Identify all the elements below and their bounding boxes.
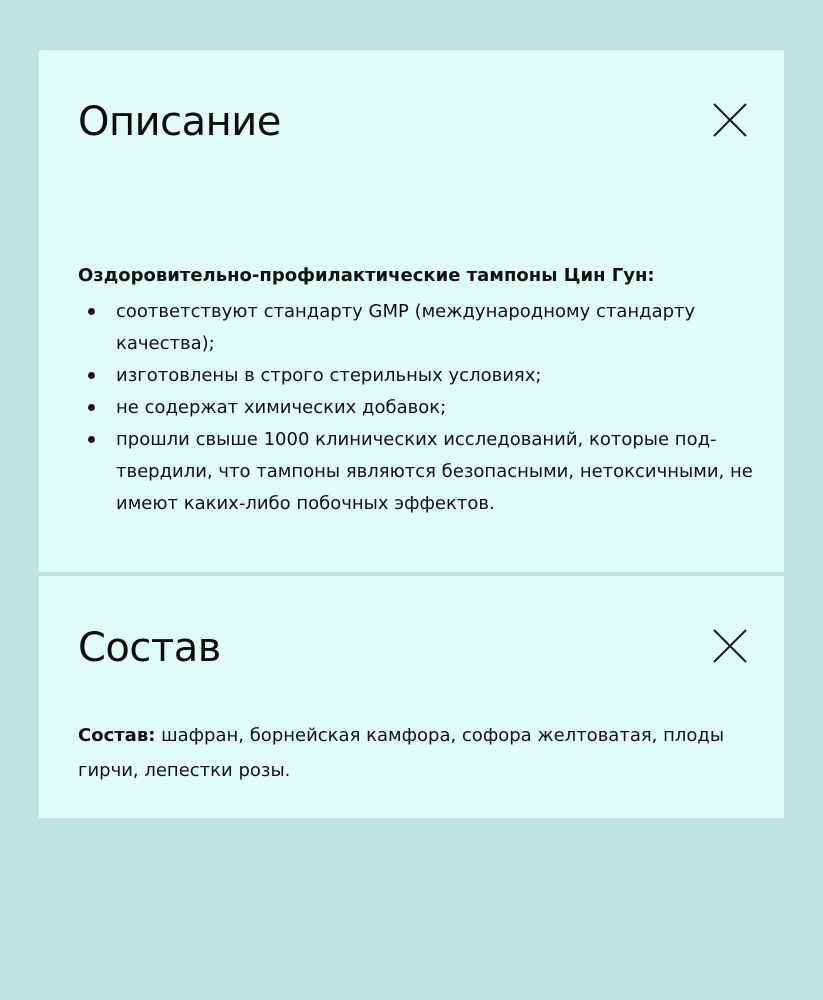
description-panel [39,50,784,572]
description-title: Описание [78,99,281,145]
close-icon [712,628,748,664]
description-list-item: изготовлены в строго стерильных условиях; [78,360,758,392]
composition-title: Состав [78,625,221,671]
description-list-item: прошли свыше 1000 клинических исследований, которые подтвердили, что тампоны являются безопасными, нетоксичными, не имеют каких-либо побочных эффектов. [78,424,758,520]
description-body [78,260,758,520]
description-list-item: не содержат химических добавок; [78,392,758,424]
close-icon [712,102,748,138]
description-list [78,296,758,520]
composition-panel [39,576,784,818]
composition-close-button[interactable] [712,628,748,664]
composition-ingredients: шафран, борнейская камфора, софора желтоватая, плоды гирчи, лепестки розы. [78,725,725,781]
description-list-item: соответствуют стандарту GMP (международному стандарту качества); [78,296,758,360]
description-intro: Оздоровительно-профилактические тампоны Цин Гун: [78,265,655,286]
composition-text [78,718,738,788]
description-close-button[interactable] [712,102,748,138]
composition-label: Состав: [78,725,156,746]
